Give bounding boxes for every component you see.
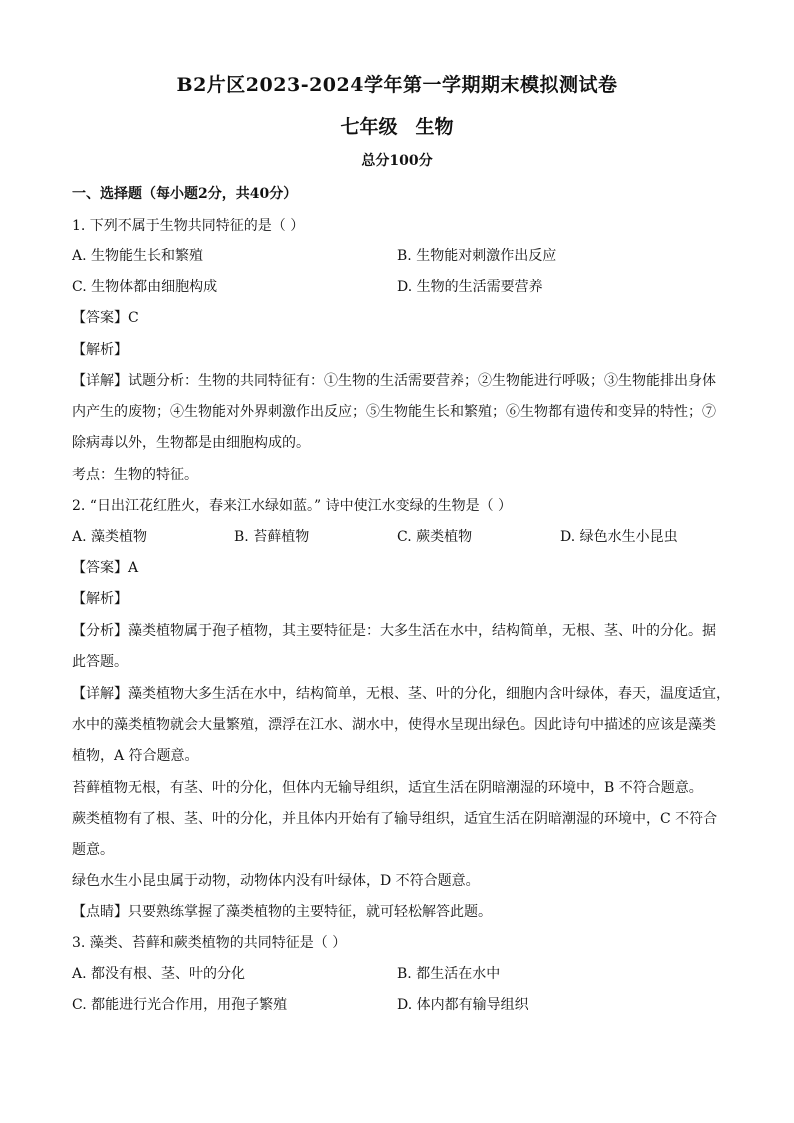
q2-detail-line-7: 绿色水生小昆虫属于动物，动物体内没有叶绿体，D 不符合题意。 [72,873,480,889]
q2-option-d: D. 绿色水生小昆虫 [560,529,678,545]
q2-option-c: C. 蕨类植物 [397,529,473,545]
q1-option-a: A. 生物能生长和繁殖 [72,248,204,264]
q2-detail-line-1: 【详解】藻类植物大多生活在水中，结构简单，无根、茎、叶的分化，细胞内含叶绿体，春天，温度适宜， [72,686,730,702]
q1-point: 考点：生物的特征。 [72,467,198,483]
subject-label: 生物 [415,116,454,138]
q2-fenxi-line-2: 此答题。 [72,654,128,670]
q1-analysis-tag: 【解析】 [72,342,128,358]
q2-detail-line-3: 植物，A 符合题意。 [72,748,199,764]
q1-detail-line-3: 除病毒以外，生物都是由细胞构成的。 [72,435,310,451]
q1-detail-line-1: 【详解】试题分析：生物的共同特征有：①生物的生活需要营养；②生物能进行呼吸；③生物能排出身体 [72,373,716,389]
q1-option-b: B. 生物能对刺激作出反应 [397,248,557,264]
q2-option-a: A. 藻类植物 [72,529,148,545]
exam-title: B2片区2023-2024学年第一学期期末模拟测试卷 [176,74,618,96]
q2-detail-line-5: 蕨类植物有了根、茎、叶的分化，并且体内开始有了输导组织，适宜生活在阴暗潮湿的环境中，C 不符合 [72,811,718,827]
q3-stem: 3. 藻类、苔藓和蕨类植物的共同特征是（ ） [72,935,347,951]
q3-option-a: A. 都没有根、茎、叶的分化 [72,966,246,982]
q1-detail-line-2: 内产生的废物；④生物能对外界刺激作出反应；⑤生物能生长和繁殖；⑥生物都有遗传和变异的特性；⑦ [72,404,716,420]
total-score: 总分100分 [361,153,433,169]
grade-label: 七年级 [340,116,398,138]
q2-detail-line-4: 苔藓植物无根，有茎、叶的分化，但体内无输导组织，适宜生活在阴暗潮湿的环境中，B 不符合题意。 [72,780,703,796]
section-heading: 一、选择题（每小题2分，共40分） [72,186,298,202]
q2-detail-line-6: 题意。 [72,842,114,858]
q2-answer: 【答案】A [72,560,139,576]
q2-detail-line-2: 水中的藻类植物就会大量繁殖，漂浮在江水、湖水中，使得水呈现出绿色。因此诗句中描述的应该是藻类 [72,717,716,733]
q2-stem: 2. “日出江花红胜火，春来江水绿如蓝。” 诗中使江水变绿的生物是（ ） [72,498,513,514]
q1-stem: 1. 下列不属于生物共同特征的是（ ） [72,218,305,234]
q2-fenxi-line-1: 【分析】藻类植物属于孢子植物，其主要特征是：大多生活在水中，结构简单，无根、茎、叶的分化。据 [72,623,716,639]
q1-answer: 【答案】C [72,310,139,326]
q2-dianjing: 【点睛】只要熟练掌握了藻类植物的主要特征，就可轻松解答此题。 [72,904,492,920]
q1-option-c: C. 生物体都由细胞构成 [72,279,218,295]
q3-option-d: D. 体内都有输导组织 [397,997,529,1013]
q1-option-d: D. 生物的生活需要营养 [397,279,543,295]
q3-option-b: B. 都生活在水中 [397,966,501,982]
q3-option-c: C. 都能进行光合作用，用孢子繁殖 [72,997,288,1013]
q2-analysis-tag: 【解析】 [72,591,128,607]
q2-option-b: B. 苔藓植物 [234,529,310,545]
exam-subtitle [0,112,794,139]
